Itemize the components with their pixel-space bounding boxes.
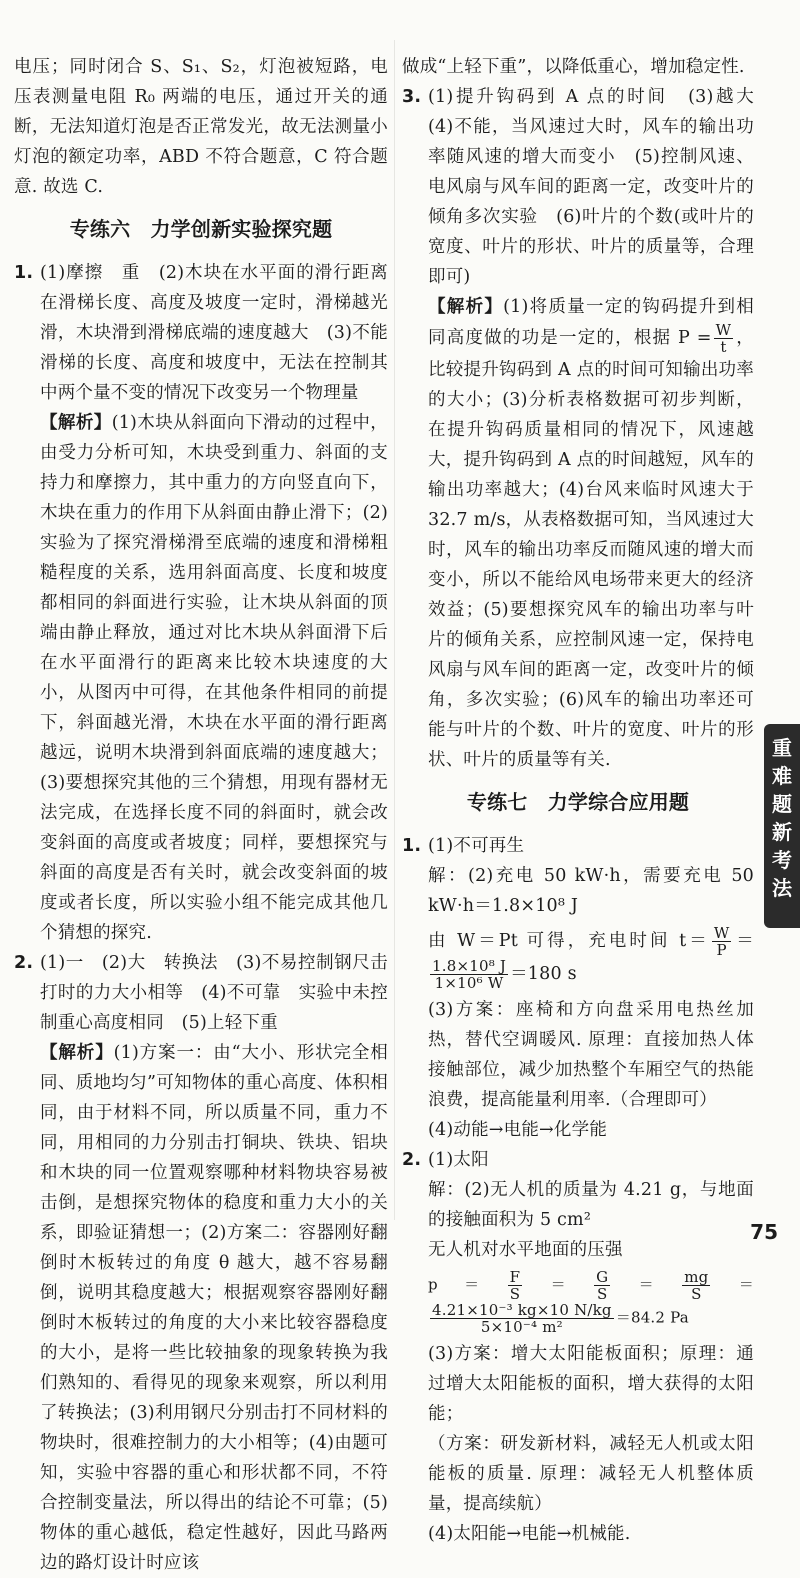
plan-text: (3)方案：增大太阳能板面积；原理：通过增大太阳能板的面积，增大获得的太阳能；: [428, 1344, 754, 1424]
analysis-text: (1)方案一：由“大小、形状完全相同、质地均匀”可知物体的重心高度、体积相同，由于材料不同，所以质量不同，重力不同，用相同的力分别击打铜块、铁块、铝块和木块的同一位置观察哪种材料物块容易被击倒，是想探究物体的稳度和重力大小的关系，即验证猜想一；(2)方案二：容器刚好翻倒时木板转过的角度 θ 越大，越不容易翻倒，说明其稳度越大；根据观察容器刚好翻倒时木板转过的角度的大小来比较容器稳度的大小，是将一些比较抽象的现象转换为我们熟知的、看得见的现象来观察，所以利用了转换法；(3)利用钢尺分别击打不同材料的物块时，很难控制力的大小相等；(4)由题可知，实验中容器的重心和形状都不同，不符合控制变量法，所以得出的结论不可靠；(5)物体的重心越低，稳定性越好，因此马路两边的路灯设计时应该: [40, 1043, 388, 1573]
analysis-label: 【解析】: [428, 297, 504, 317]
side-tab-char: 考: [772, 848, 792, 872]
question-number: 3.: [402, 87, 422, 107]
question-number: 2.: [14, 953, 34, 973]
analysis-label: 【解析】: [40, 1043, 114, 1063]
analysis-text-cont: ，比较提升钩码到 A 点的时间可知输出功率的大小；(3)分析表格数据可初步判断，在提升钩码质量相同的情况下，风速越大，提升钩码到 A 点的时间越短，风车的输出功率越大；(4)台风来临时风速大于 32.7 m/s，从表格数据可知，当风速过大时，风车的输出功率反而随风速的增大而变小，所以不能给风电场带来更大的经济效益；(5)要想探究风车的输出功率与叶片的倾角关系，应控制风速一定，保持电风扇与风车间的距离一定，改变叶片的倾角，多次实验；(6)风车的输出功率还可能与叶片的个数、叶片的宽度、叶片的形状、叶片的质量等有关.: [428, 328, 754, 770]
question-2: [14, 948, 388, 1578]
question-1-s7: 1. (1)不可再生 解：(2)充电 50 kW·h，需要充电 50 kW·h＝1.8×10⁸ J 由 W＝Pt 可得，充电时间 t＝ $\frac{W}{P}$ ＝ $\frac{\text{1.8×10⁸ J}}{\text{1×10⁶ W}}$ ＝180 s (3)方案：座椅和方向盘采用电热丝加热，替代空调暖风. 原理：直接加热人体接触部位，减少加热整个车厢空气的热能浪费，提高能量利用率.（合理即可） (4)动能→电能→化学能: [402, 831, 754, 1145]
energy-chain: (4)太阳能→电能→机械能.: [428, 1524, 631, 1544]
column-gutter: [394, 40, 395, 1220]
energy-chain: (4)动能→电能→化学能: [428, 1120, 608, 1140]
question-number: 1.: [402, 836, 422, 856]
continued-paragraph: 做成“上轻下重”，以降低重心，增加稳定性.: [402, 57, 745, 77]
section-title-6: 专练六 力学创新实验探究题: [69, 217, 333, 241]
solution-line: 解：(2)无人机的质量为 4.21 g，与地面的接触面积为 5 cm²: [428, 1180, 754, 1230]
side-tab: [764, 724, 800, 928]
answer-text: (1)摩擦 重 (2)木块在水平面的滑行距离 在滑梯长度、高度及坡度一定时，滑梯越光滑，木块滑到滑梯底端的速度越大 (3)不能 滑梯的长度、高度和坡度中，无法在控制其中两个量不变的情况下改变另一个物理量: [40, 263, 406, 403]
side-tab-char: 难: [772, 764, 792, 788]
question-number: 2.: [402, 1150, 422, 1170]
solution-line: 解：(2)充电 50 kW·h，需要充电 50 kW·h＝1.8×10⁸ J: [428, 866, 754, 916]
answer-text: (1)一 (2)大 转换法 (3)不易控制钢尺击打时的力大小相等 (4)不可靠 实验中未控制重心高度相同 (5)上轻下重: [40, 953, 388, 1033]
plan-text: (3)方案：座椅和方向盘采用电热丝加热，替代空调暖风. 原理：直接加热人体接触部位，减少加热整个车厢空气的热能浪费，提高能量利用率.（合理即可）: [428, 1000, 754, 1110]
side-tab-char: 新: [772, 820, 792, 844]
side-tab-char: 法: [772, 876, 792, 900]
power-fraction: $\frac{W}{t}$: [715, 321, 732, 356]
question-number: 1.: [14, 263, 34, 283]
pressure-formula: p＝ $\frac{F}{S}$ ＝ $\frac{G}{S}$ ＝ $\frac{mg}{S}$ ＝ $\frac{\text{4.21×10⁻³ kg×10 N/kg}}{\text{5×10⁻⁴ m²}}$ ＝84.2 Pa: [428, 1268, 754, 1336]
analysis-text: (1)木块从斜面向下滑动的过程中，由受力分析可知，木块受到重力、斜面的支持力和摩擦力，其中重力的方向竖直向下，木块在重力的作用下从斜面由静止滑下；(2)实验为了探究滑梯滑至底端的速度和滑梯粗糙程度的关系，选用斜面高度、长度和坡度都相同的斜面进行实验，让木块从斜面的顶端由静止释放，通过对比木块从斜面滑下后在水平面滑行的距离来比较木块速度的大小，从图丙中可得，在其他条件相同的前提下，斜面越光滑，木块在水平面的滑行距离越远，说明木块滑到斜面底端的速度越大；(3)要想探究其他的三个猜想，用现有器材无法完成，在选择长度不同的斜面时，就会改变斜面的高度或者坡度；同样，要想探究与斜面的高度是否有关时，就会改变斜面的坡度或者长度，所以实验小组不能完成其他几个猜想的探究.: [40, 413, 388, 943]
time-formula: 由 W＝Pt 可得，充电时间 t＝ $\frac{W}{P}$ ＝ $\frac{\text{1.8×10⁸ J}}{\text{1×10⁶ W}}$ ＝180 s: [428, 924, 754, 992]
alt-plan-text: （方案：研发新材料，减轻无人机或太阳能板的质量. 原理：减轻无人机整体质量，提高续航）: [428, 1434, 754, 1514]
left-column: [14, 52, 406, 1578]
page-number: 75: [750, 1220, 778, 1244]
continued-paragraph: 电压；同时闭合 S、S₁、S₂，灯泡被短路，电压表测量电阻 R₀ 两端的电压，通过开关的通断，无法知道灯泡是否正常发光，故无法测量小灯泡的额定功率，ABD 不符合题意，C 符合题意. 故选 C.: [14, 57, 388, 197]
side-tab-char: 题: [772, 792, 792, 816]
question-2-s7: 2. (1)太阳 解：(2)无人机的质量为 4.21 g，与地面的接触面积为 5 cm² 无人机对水平地面的压强 p＝ $\frac{F}{S}$ ＝ $\frac{G}{S}$ ＝ $\frac{mg}{S}$ ＝ $\frac{\text{4.21×10⁻³ kg×10 N/kg}}{\text{5×10⁻⁴ m²}}$ ＝84.2 Pa (3)方案：增大太阳能板面积；原理：通过增大太阳能板的面积，增大获得的太阳能； （方案：研发新材料，减轻无人机或太阳能板的质量. 原理：减轻无人机整体质量，提高续航） (4)太阳能→电能→机械能.: [402, 1145, 754, 1549]
section-title-7: 专练七 力学综合应用题: [466, 790, 690, 814]
side-tab-char: 重: [772, 736, 792, 760]
analysis-label: 【解析】: [40, 413, 112, 433]
question-1: [14, 258, 406, 948]
answer-text: (1)提升钩码到 A 点的时间 (3)越大 (4)不能，当风速过大时，风车的输出功率随风速的增大而变小 (5)控制风速、电风扇与风车间的距离一定，改变叶片的倾角多次实验 (6)叶片的个数(或叶片的宽度、叶片的形状、叶片的质量等，合理即可): [428, 87, 772, 287]
analysis-text: (1)将质量一定的钩码提升到相同高度做的功是一定的，根据 P =: [428, 297, 754, 348]
solution-line: 无人机对水平地面的压强: [428, 1240, 623, 1260]
question-3: [402, 82, 772, 775]
